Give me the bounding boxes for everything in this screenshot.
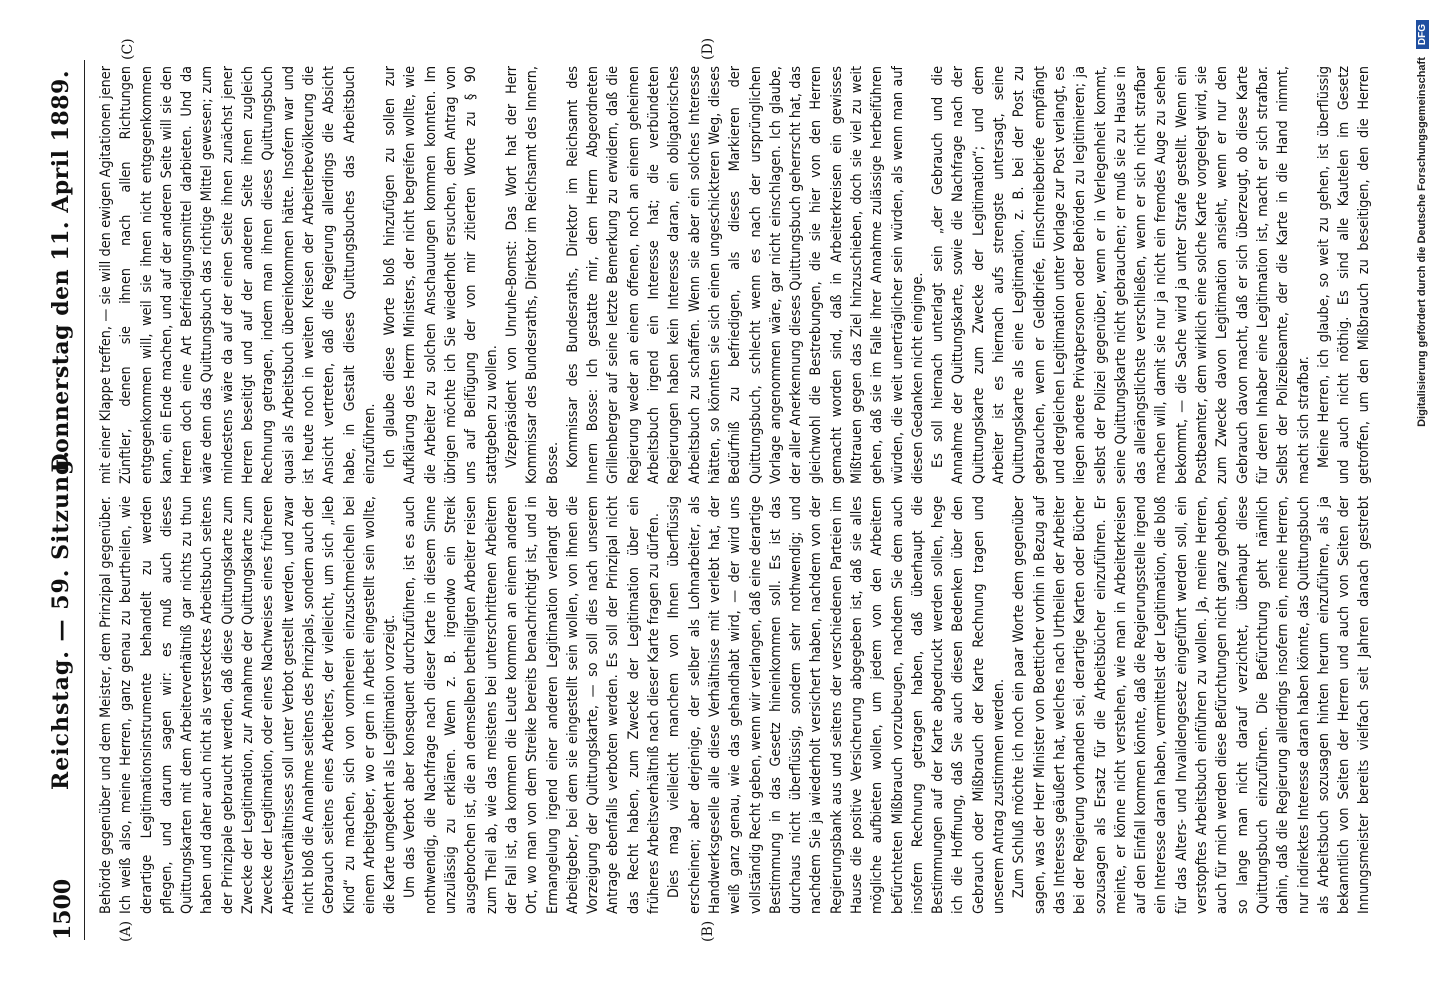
margin-mark-d: (D): [700, 37, 716, 60]
paragraph: Vizepräsident von Unruhe-Bomst: Das Wort hat der Herr Kommissar des Bundesraths, Direktor im Reichsamt des Innern, Bosse.: [503, 66, 561, 484]
header-rule: [84, 60, 85, 940]
paragraph: Es soll hiernach unterlagt sein „der Gebrauch und die Annahme der Quittungskarte, sowie die Nachfrage nach der Quittungskarte zum Zwecke der Legitimation“; und dem Arbeiter ist es hiernach aufs strengste untersagt, seine Quittungskarte als eine Legitimation, z. B. bei der Post zu gebrauchen, wenn er Geldbriefe, Einschreibebriefe empfängt und dergleichen Legitimation unter Vorlage zur Post verlangt, es liegen andere Privatpersonen oder Behörden zu legitimieren; ja selbst der Polizei gegenüber, wenn er in Verlegenheit kommt, seine Quittungskarte nicht gebrauchen; er muß sie zu Hause in das allerängstlichste verschließen, wenn er sich nicht strafbar machen will, damit sie nur ja nicht ein fremdes Auge zu sehen bekommt, — die Sache wird ja unter Strafe gestellt. Wenn ein Postbeamter, dem wirklich eine solche Karte vorgelegt wird, sie zum Zwecke davon Legitimation ansieht, wenn er nur den Gebrauch davon macht, daß er sich überzeugt, ob diese Karte für deren Inhaber eine Legitimation ist, macht er sich strafbar. Selbst der Polizeibeamte, der die Karte in die Hand nimmt, macht sich strafbar.: [930, 66, 1312, 484]
margin-mark-b: (B): [700, 920, 716, 942]
session-title: Reichstag. — 59. Sitzung.: [48, 449, 74, 790]
footer-text: Digitalisierung gefördert durch die Deutsche Forschungsgemeinschaft: [1416, 57, 1428, 427]
page-number: 1500: [50, 878, 76, 940]
paragraph: Meine Herren, ich glaube, so weit zu gehen, ist überflüssig und auch nicht nöthig. Es sind alle Kautelen im Gesetz getroffen, um den Mißbrauch zu beseitigen, den die Herren: [1315, 66, 1373, 484]
margin-mark-a: (A): [118, 920, 134, 942]
right-column: [96, 66, 1376, 484]
left-column: [96, 496, 1376, 914]
margin-mark-c: (C): [120, 38, 136, 60]
paragraph: Kommissar des Bundesraths, Direktor im Reichsamt des Innern Bosse: Ich gestatte mir, dem Herrn Abgeordneten Grillenberger auf seine letzte Bemerkung zu erwidern, daß die Regierung weder an einem offenen, noch an einem geheimen Arbeitsbuch irgend ein Interesse hat; die verbündeten Regierungen haben kein Interesse daran, ein obligatorisches Arbeitsbuch zu schaffen. Wenn sie aber ein solches Interesse hätten, so könnten sie sich einen ungeschickteren Weg, dieses Bedürfniß zu befriedigen, als dieses Markieren der Quittungsbuch, schlecht wenn es nach der ursprünglichen Vorlage angenommen wäre, gar nicht einschlagen. Ich glaube, der aller Anerkennung dieses Quittungsbuch geherrscht hat, das gleichwohl die Bestrebungen, die sie hier von den Herren gemacht worden sind, daß in Arbeiterkreisen ein gewisses Mißtrauen gegen das Ziel hinzuschieben, doch sie viel zu weit gehen, daß sie im Falle ihrer Annahme zulässige herbeiführen würden, die weit unerträglicher sein würden, als wenn man auf diesen Gedanken nicht einginge.: [564, 66, 926, 484]
paragraph: Um das Verbot aber konsequent durchzuführen, ist es auch nothwendig, die Nachfrage nach dieser Karte in diesem Sinne unzulässig zu erklären. Wenn z. B. irgendwo ein Streik ausgebrochen ist, die an demselben betheiligten Arbeiter reisen zum Theil ab, wie das meistens bei unterschrittenen Arbeitern der Fall ist, da kommen die Leute kommen an einem anderen Ort, wo man von dem Streike bereits benachrichtigt ist, und in Ermangelung irgend einer anderen Legitimation verlangt der Arbeitgeber, bei dem sie eingestellt sein wollen, von ihnen die Vorzeigung der Quittungskarte, — so soll dies nach unserem Antrage ebenfalls verboten werden. Es soll der Prinzipal nicht das Recht haben, zum Zwecke der Legitimation über ein früheres Arbeitsverhältniß nach dieser Karte fragen zu dürfen.: [402, 496, 663, 914]
page-header: [40, 0, 80, 1000]
paragraph: mit einer Klappe treffen, — sie will den ewigen Agitationen jener Zünftler, denen sie ihnen nach allen Richtungen entgegenkommen will, weil sie ihnen nicht entgegenkommen kann, ein Ende machen, und auf der anderen Seite will sie den Herren doch eine Art Befriedigungsmittel darbieten. Und da wäre denn das Quittungsbuch das richtige Mittel gewesen; zum mindestens wäre da auf der einen Seite ihnen zunächst jener Herren beseitigt und auf der anderen Seite ihnen zugleich Rechnung getragen, indem man ihnen dieses Quittungsbuch quasi als Arbeitsbuch übereinkommen hätte. Insofern war und ist heute noch in weiten Kreisen der Arbeiterbevölkerung die Ansicht vertreten, daß die Regierung allerdings die Absicht habe, in Gestalt dieses Quittungsbuches das Arbeitsbuch einzuführen.: [98, 66, 378, 484]
paragraph: Zum Schluß möchte ich noch ein paar Worte dem gegenüber sagen, was der Herr Minister von Boetticher vorhin in Bezug auf das Interesse geäußert hat, welches nach Urtheilen der Arbeiter bei der Regierung vorhanden sei, derartige Karten oder Bücher sozusagen als Ersatz für die Arbeitsbücher einzuführen. Er meinte, er könne nicht verstehen, wie man in Arbeiterkreisen auf den Einfall kommen könnte, daß die Regierungsstelle irgend ein Interesse daran haben, vermittelst der Legitimation, die bloß für das Alters- und Invalidengesetz eingeführt werden soll, ein verstopftes Arbeitsbuch einführen zu wollen. Ja, meine Herren, auch für mich werden diese Befürchtungen nicht ganz gehoben, so lange man nicht darauf verzichtet, überhaupt diese Quittungsbuch einzuführen. Die Befürchtung geht nämlich dahin, daß die Regierung allerdings insofern ein, meine Herren, nur indirektes Interesse daran haben könnte, das Quittungsbuch als Arbeitsbuch sozusagen hinten herum einzuführen, als ja bekanntlich von Seiten der Herren und auch von Seiten der Innungsmeister bereits vielfach seit Jahren danach gestrebt: [1011, 496, 1373, 914]
paragraph: Behörde gegenüber und dem Meister, dem Prinzipal gegenüber. Ich weiß also, meine Herren, ganz genau zu beurtheilen, wie derartige Legitimationsinstrumente behandelt zu werden pflegen, und darum sagen wir: es muß auch dieses Quittungskarten mit dem Arbeiterverhältniß gar nichts zu thun haben und daher auch nicht als verstecktes Arbeitsbuch seitens der Prinzipale gebraucht werden, daß diese Quittungskarte zum Zwecke der Legitimation, zur Annahme der Quittungskarte zum Zwecke der Legitimation, oder eines Nachweises eines früheren Arbeitsverhältnisses soll unter Verbot gestellt werden, und zwar nicht bloß die Annahme seitens des Prinzipals, sondern auch der Gebrauch seitens eines Arbeiters, der vielleicht, um sich „lieb Kind“ zu machen, sich von vornherein einzuschmeicheln bei einem Arbeitgeber, wo er gern in Arbeit eingestellt sein wollte, die Karte umgekehrt als Legitimation vorzeigt.: [98, 496, 399, 914]
paragraph: Ich glaube diese Worte bloß hinzufügen zu sollen zur Aufklärung des Herrn Ministers, der nicht begreifen wollte, wie die Arbeiter zu solchen Anschauungen kommen konnten. Im übrigen möchte ich Sie wiederholt ersuchen, dem Antrag von uns auf Beifügung der von mir zitierten Worte zu § 90 stattgeben zu wollen.: [382, 66, 500, 484]
dfg-logo: DFG: [1416, 20, 1429, 49]
paragraph: Dies mag vielleicht manchem von Ihnen überflüssig erscheinen; aber derjenige, der selber als Lohnarbeiter, als Handwerksgeselle alle diese Verhältnisse mit verlebt hat, der weiß ganz genau, wie das gehandhabt wird, — der wird uns vollständig Recht geben, wenn wir verlangen, daß eine derartige Bestimmung in das Gesetz hineinkommen soll. Es ist das durchaus nicht überflüssig, sondern sehr nothwendig; und nachdem Sie ja wiederholt versichert haben, nachdem von der Regierungsbank aus und seitens der verschiedenen Parteien im Hause die positive Versicherung abgegeben ist, daß sie alles mögliche aufbieten wollen, um jedem von den Arbeitern befürchteten Mißbrauch vorzubeugen, nachdem Sie dem auch insofern Rechnung getragen haben, daß überhaupt die Bestimmungen auf der Karte abgedruckt werden sollen, hege ich die Hoffnung, daß Sie auch diesen Bedenken über den Gebrauch oder Mißbrauch der Karte Rechnung tragen und unserem Antrag zustimmen werden.: [666, 496, 1008, 914]
session-date: Donnerstag den 11. April 1889.: [48, 70, 74, 473]
digitization-footer: [1412, 20, 1432, 1000]
